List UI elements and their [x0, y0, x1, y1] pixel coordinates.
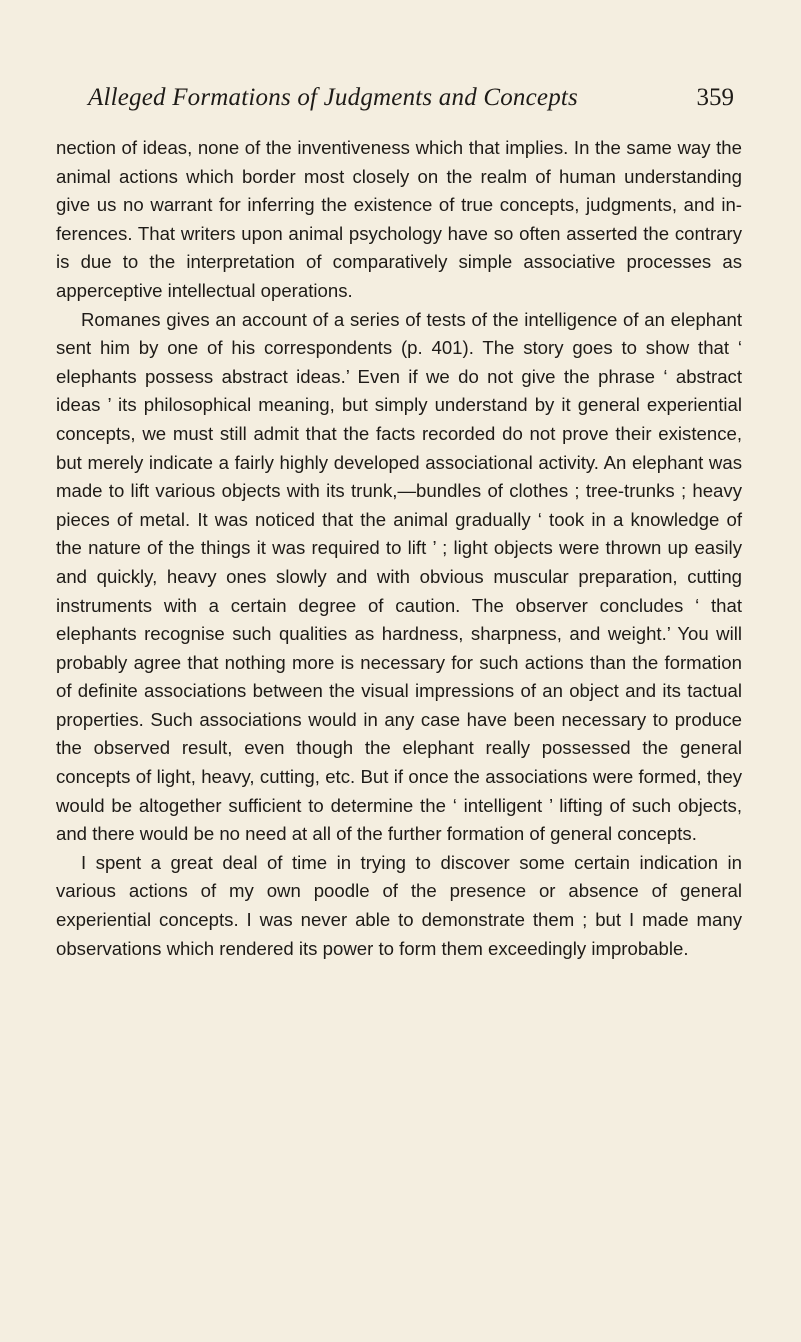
paragraph-poodle: I spent a great deal of time in trying to discover some certain indication in various actions of my own poodle of the presence or absence of general experiential concepts. I was never able to demonstrate them ; but I made many observations which rendered its power to form them exceedingly improbable. — [56, 851, 742, 959]
book-page — [56, 0, 742, 1342]
body-text — [56, 134, 742, 963]
paragraph-romanes-elephant: Romanes gives an account of a series of tests of the intelligence of an elephant sent him by one of his correspondents (p. 401). The story goes to show that ‘ elephants possess abstract ideas.’ Even if we do not give the phrase ‘ abstract ideas ’ its philosophical meaning, but simply understand by it general experiential concepts, we must still admit that the facts recorded do not prove their existence, but merely indicate a fairly highly developed associational activity. An elephant was made to lift various objects with its trunk,—bundles of clothes ; tree-trunks ; heavy pieces of metal. It was noticed that the animal gradually ‘ took in a knowledge of the nature of the things it was required to lift ’ ; light objects were thrown up easily and quickly, heavy ones slowly and with obvious muscular preparation, cutting instruments with a certain degree of caution. The observer concludes ‘ that elephants recognise such qualities as hardness, sharpness, and weight.’ You will probably agree that nothing more is necessary for such actions than the formation of definite associations between the visual impressions of an object and its tactual properties. Such associations would in any case have been necessary to produce the observed result, even though the elephant really possessed the general concepts of light, heavy, cutting, etc. But if once the associations were formed, they would be altogether sufficient to determine the ‘ intelligent ’ lifting of such objects, and there would be no need at all of the further formation of general concepts. — [56, 308, 742, 845]
paragraph-continuation: nection of ideas, none of the inventiveness which that implies. In the same way the animal actions which border most closely on the realm of human understanding give us no warrant for inferring the existence of true concepts, judgments, and inferences. That writers upon animal psychology have so often asserted the contrary is due to the interpretation of comparatively simple associative processes as apperceptive intellectual operations. — [56, 137, 742, 301]
running-head — [88, 84, 734, 124]
running-title: Alleged Formations of Judgments and Concepts — [88, 84, 578, 111]
page-number: 359 — [696, 84, 734, 111]
